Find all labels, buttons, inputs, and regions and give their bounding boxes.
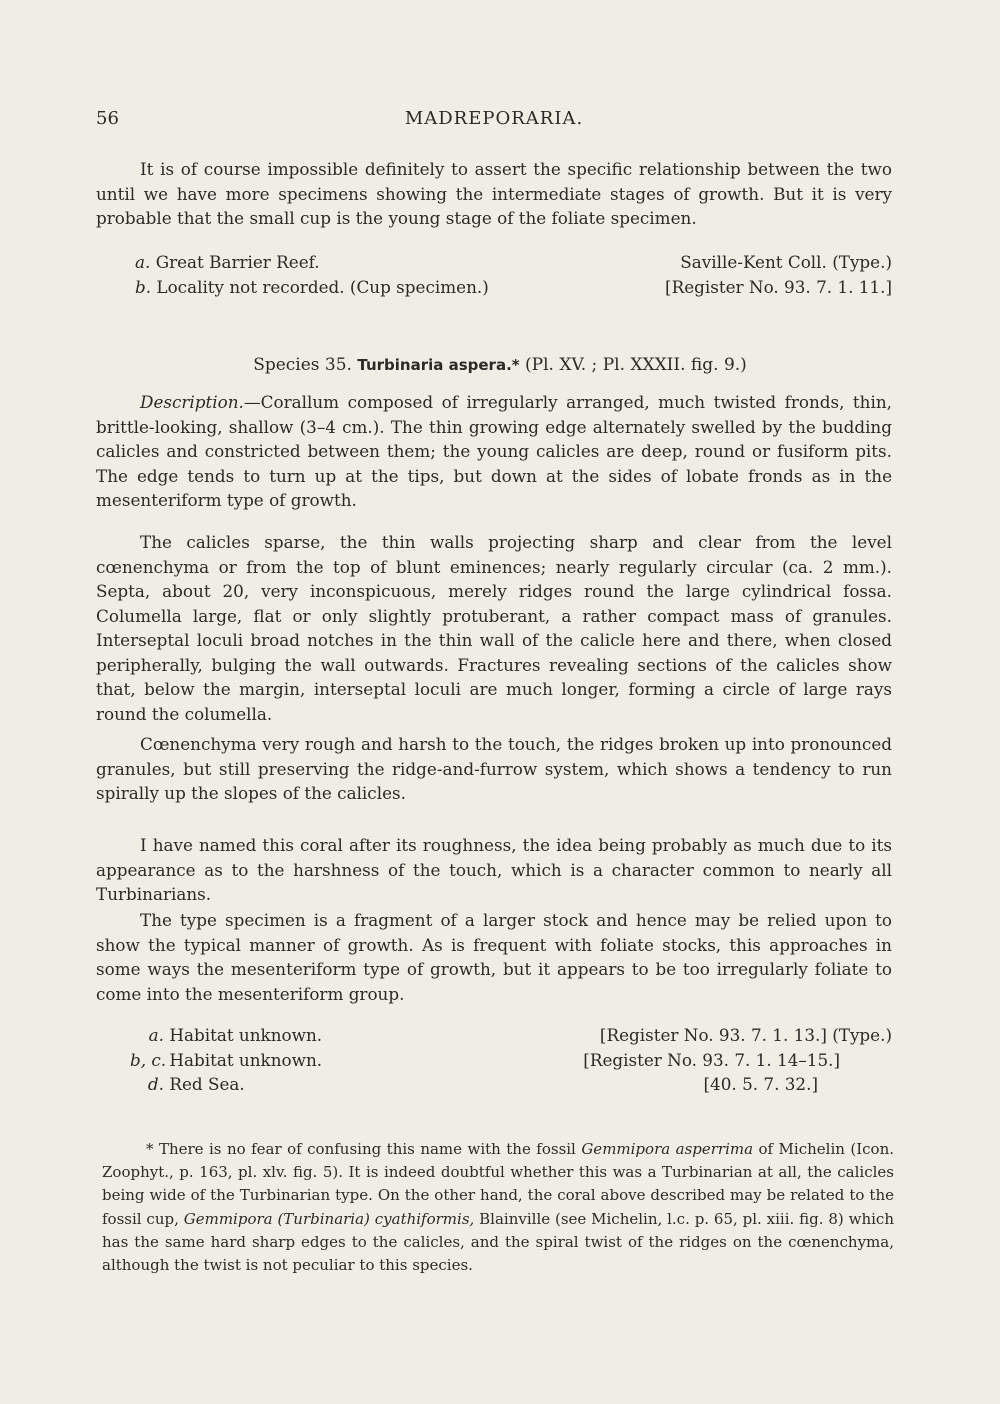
intro-paragraph: It is of course impossible definitely to assert the specific relationship between the two until we have more specimens showing the intermediate stages of growth. But it is very probable that the small cup is the young stage of the foliate specimen. — [96, 159, 892, 228]
specimen-reference: [Register No. 93. 7. 1. 14–15.] — [583, 1049, 840, 1070]
specimen-entry — [135, 275, 489, 300]
specimen-label: d. — [147, 1074, 164, 1094]
specimen-list-1 — [135, 250, 489, 299]
specimen-refs-1 — [665, 250, 892, 299]
specimen-reference: [Register No. 93. 7. 1. 13.] (Type.) — [599, 1025, 892, 1045]
specimen-reference: [Register No. 93. 7. 1. 11.] — [665, 276, 892, 297]
specimen-reference: Saville-Kent Coll. (Type.) — [680, 252, 892, 272]
specimen-label: a. — [148, 1025, 164, 1045]
specimen-locality: Habitat unknown. — [169, 1049, 323, 1070]
specimen-entry — [135, 250, 489, 275]
footnote — [102, 1138, 894, 1277]
specimen-refs-2 — [572, 1023, 892, 1097]
specimen-label: b. — [135, 276, 152, 297]
description-paragraph-2: The calicles sparse, the thin walls projecting sharp and clear from the level cœnenchyma or from the top of blunt eminences; nearly regularly circular (ca. 2 mm.). Septa, about 20, very inconspicuous, merely ridges round the large cylindrical fossa. Columella large, flat or only slightly protuberant, a rather compact mass of granules. Interseptal loculi broad notches in the thin wall of the calicle here and there, when closed peripherally, bulging the wall outwards. Fractures revealing sections of the calicles show that, below the margin, interseptal loculi are much longer, forming a circle of large rays round the columella. — [96, 532, 892, 724]
description-label: Description. — [140, 392, 244, 412]
remarks-paragraph-2: The type specimen is a fragment of a larger stock and hence may be relied upon to show the typical manner of growth. As is frequent with foliate stocks, this approaches in some ways the mesenteriform type of growth, but it appears to be too irregularly foliate to come into the mesenteriform group. — [96, 910, 892, 1004]
specimen-entry — [130, 1072, 322, 1097]
description-paragraph-1 — [96, 390, 892, 513]
footnote-text: * There is no fear of confusing this name with the fossil — [146, 1140, 582, 1158]
species-name: Turbinaria aspera.* — [357, 356, 520, 374]
species-heading — [0, 355, 1000, 375]
footnote-species-name: Gemmipora asperrima — [581, 1140, 754, 1158]
specimen-locality: Great Barrier Reef. — [155, 252, 320, 272]
specimen-list-2 — [130, 1023, 322, 1097]
specimen-label: b, c. — [130, 1049, 167, 1070]
specimen-locality: Locality not recorded. (Cup specimen.) — [156, 276, 489, 297]
page-number: 56 — [96, 108, 119, 129]
specimen-entry — [130, 1048, 322, 1073]
remarks-paragraph-1: I have named this coral after its roughness, the idea being probably as much due to its appearance as to the harshness of the touch, which is a character common to nearly all Turbinarians. — [96, 835, 892, 904]
description-text-1: —Corallum composed of irregularly arranged, much twisted fronds, thin, brittle-looking, shallow (3–4 cm.). The thin growing edge alternately swelled by the budding calicles and constricted between them; the young calicles are deep, round or fusiform pits. The edge tends to turn up at the tips, but down at the sides of lobate fronds as in the mesenteriform type of growth. — [96, 392, 892, 510]
page-header — [96, 108, 892, 134]
running-head: MADREPORARIA. — [404, 108, 584, 129]
specimen-entry — [130, 1023, 322, 1048]
specimen-label: a. — [135, 252, 151, 272]
species-plates: (Pl. XV. ; Pl. XXXII. fig. 9.) — [525, 355, 747, 375]
specimen-locality: Red Sea. — [169, 1074, 245, 1094]
footnote-text: of Michelin (Icon. Zoophyt., p. 163, pl. xlv. fig. 5). It is indeed doubtful whether this was a Turbinarian at all, the calicles being wide of the Turbinarian type. On the other hand, the coral above described may be related to the fossil cup, — [102, 1140, 895, 1228]
specimen-locality: Habitat unknown. — [169, 1025, 323, 1045]
footnote-text: Blainville (see Michelin, l.c. p. 65, pl. xiii. fig. 8) which has the same hard sharp edges to the calicles, and the spiral twist of the ridges on the cœnenchyma, although the twist is not peculiar to this species. — [102, 1209, 894, 1275]
footnote-species-name: Gemmipora (Turbinaria) cyathiformis, — [183, 1209, 475, 1228]
description-paragraph-3: Cœnenchyma very rough and harsh to the touch, the ridges broken up into pronounced granules, but still preserving the ridge-and-furrow system, which shows a tendency to run spirally up the slopes of the calicles. — [96, 734, 892, 803]
specimen-reference: [40. 5. 7. 32.] — [703, 1074, 818, 1094]
species-number: Species 35. — [253, 355, 352, 375]
